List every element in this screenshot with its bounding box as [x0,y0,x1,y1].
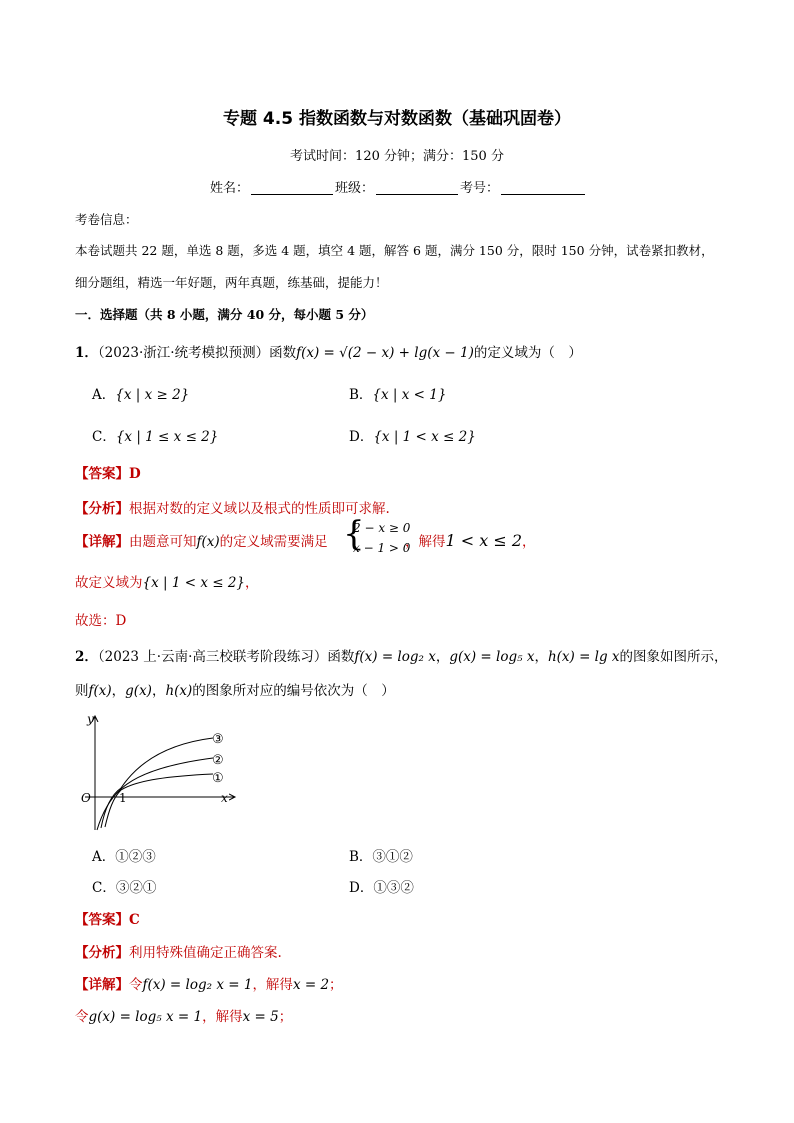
answer-value: D [129,466,141,482]
domain-text: 故定义域为 [75,575,143,591]
answer-line [75,908,140,928]
choose-line: 故选：D [75,613,127,629]
detail-line-1 [75,973,343,993]
detail-text: ； [278,1009,293,1025]
analysis-tag: 【分析】 [75,501,129,517]
detail-line [75,530,328,550]
separator: ， [534,649,548,665]
option-a[interactable] [92,383,189,403]
g-ref: g(x) [125,683,152,699]
detail-result: x = 5 [242,1009,279,1025]
detail-text: ，解得 [405,534,446,550]
h-definition: h(x) = lg x [547,649,620,665]
option-c[interactable] [92,425,218,445]
option-label: B． [349,387,373,403]
g-definition: g(x) = log₅ x [449,649,535,665]
intro-heading: 考卷信息： [75,212,138,227]
option-label: B． [349,849,373,865]
question-2-line-2 [75,679,395,699]
detail-fx: f(x) [196,534,220,550]
line-text: 的图象所对应的编号依次为（ ） [192,683,395,699]
detail-equation: g(x) = log₅ x = 1 [88,1009,203,1025]
intro-line-2: 细分题组，精选一年好题，两年真题，练基础，提能力！ [75,275,388,290]
detail-result: 1 < x ≤ 2 [445,531,523,550]
f-ref: f(x) [88,683,112,699]
detail-text: 令 [75,1009,89,1025]
separator: ， [435,649,450,665]
option-text: ①③② [373,880,414,896]
option-text: {x | 1 < x ≤ 2} [373,429,476,445]
h-ref: h(x) [165,683,193,699]
question-suffix: 的定义域为（ ） [473,345,582,361]
detail-line-2 [75,1005,292,1025]
option-d[interactable] [349,425,476,445]
condition-1: 2 − x ≥ 0 [353,521,411,535]
answer-tag: 【答案】 [75,466,129,482]
option-text: ③①② [372,849,413,865]
option-label: A． [92,849,116,865]
analysis-text: 利用特殊值确定正确答案. [129,945,282,961]
detail-text: 的定义域需要满足 [219,534,328,550]
option-label: A． [92,387,116,403]
detail-text: ； [329,977,343,993]
answer-tag: 【答案】 [75,912,129,928]
option-text: {x | x < 1} [372,387,447,403]
option-text: {x | 1 ≤ x ≤ 2} [115,429,219,445]
detail-tag: 【详解】 [75,977,129,993]
analysis-text: 根据对数的定义域以及根式的性质即可求解. [129,501,390,517]
option-b[interactable] [349,383,446,403]
intro-line-1: 本卷试题共 22 题，单选 8 题，多选 4 题，填空 4 题，解答 6 题，满分 150 分，限时 150 分钟，试卷紧扣教材， [75,243,714,258]
answer-value: C [129,912,140,928]
detail-text: ， [522,534,536,550]
page-title: 专题 4.5 指数函数与对数函数（基础巩固卷） [223,109,571,129]
class-blank[interactable] [376,180,458,195]
origin-label: O [81,791,91,805]
option-label: C． [92,880,116,896]
detail-result: x = 2 [292,977,330,993]
question-1-stem [75,341,582,361]
analysis-tag: 【分析】 [75,945,129,961]
question-number: 1． [75,345,98,361]
question-number: 2． [75,649,98,665]
domain-end: ， [245,575,259,591]
option-a[interactable] [92,845,156,865]
option-text: ③②① [115,880,157,896]
question-suffix: 的图象如图所示， [619,649,728,665]
option-text: ①②③ [115,849,156,865]
detail-text: ，解得 [252,977,293,993]
option-b[interactable] [349,845,413,865]
detail-equation: f(x) = log₂ x = 1 [142,977,253,993]
curve-label-1: ① [212,771,224,786]
question-2-stem [75,645,728,665]
detail-solution [405,530,536,550]
detail-text: 令 [129,977,143,993]
line-text: 则 [75,683,89,699]
domain-line [75,571,259,591]
detail-text: ，解得 [202,1009,243,1025]
curve-3 [101,738,213,828]
name-blank[interactable] [251,180,333,195]
curve-label-2: ② [212,753,224,768]
name-label: 姓名： [210,181,250,196]
log-function-graph [75,710,245,835]
option-text: {x | x ≥ 2} [115,387,190,403]
student-info-line [210,177,587,196]
f-definition: f(x) = log₂ x [354,649,436,665]
section-heading: 一．选择题（共 8 小题，满分 40 分，每小题 5 分） [75,307,374,322]
answer-line [75,462,141,482]
separator: ， [151,683,166,699]
option-d[interactable] [349,876,414,896]
detail-text: 由题意可知 [129,534,197,550]
option-label: C． [92,429,116,445]
question-source: （2023 上·云南·高三校联考阶段练习）函数 [97,649,355,665]
option-label: D． [349,880,374,896]
separator: ， [111,683,126,699]
y-axis-label: y [87,712,94,726]
domain-set: {x | 1 < x ≤ 2} [142,575,246,591]
exam-info: 考试时间：120 分钟；满分：150 分 [290,149,504,164]
left-brace-icon: { [343,514,365,554]
function-expression: f(x) = √(2 − x) + lg(x − 1) [296,345,474,361]
x-axis-label: x [221,791,228,805]
class-label: 班级： [335,181,375,196]
analysis-line [75,941,282,961]
condition-2: x − 1 > 0 [353,541,411,555]
number-blank[interactable] [501,180,585,195]
detail-tag: 【详解】 [75,534,129,550]
question-source: （2023·浙江·统考模拟预测）函数 [97,345,297,361]
option-label: D． [349,429,374,445]
number-label: 考号： [460,181,500,196]
unit-label: 1 [119,791,127,805]
curve-label-3: ③ [212,732,224,747]
option-c[interactable] [92,876,156,896]
